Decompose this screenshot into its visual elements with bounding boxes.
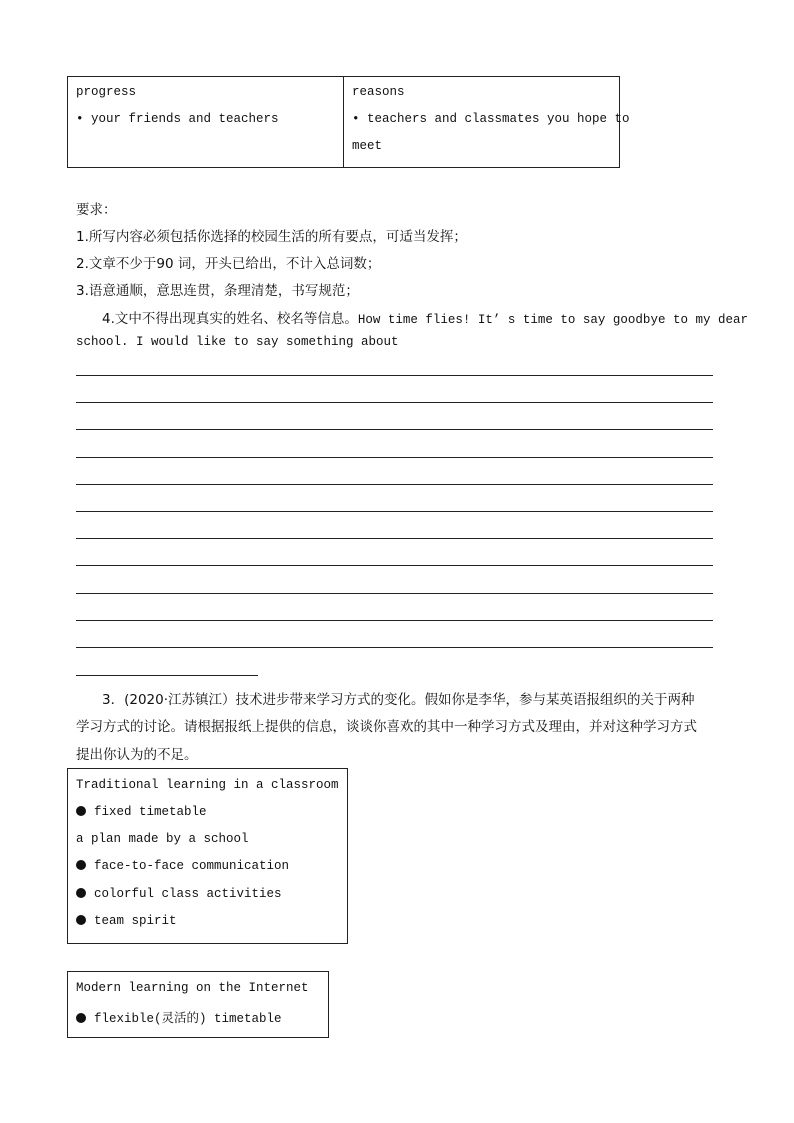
traditional-item-text: team spirit [94, 914, 177, 928]
traditional-plan-line: a plan made by a school [76, 832, 249, 846]
traditional-item [76, 805, 207, 819]
modern-learning-box [67, 971, 329, 1038]
left-cell-heading: progress [76, 85, 137, 99]
topics-table-right-cell [344, 77, 630, 167]
modern-item [76, 1008, 282, 1026]
right-cell-item-cont: meet [352, 139, 383, 153]
essay-opening-cont: school. I would like to say something about [76, 335, 399, 349]
requirements-heading: 要求： [76, 202, 117, 218]
writing-line[interactable] [76, 457, 713, 458]
writing-line[interactable] [76, 593, 713, 594]
requirement-2: 2.文章不少于90 词，开头已给出，不计入总词数； [76, 256, 381, 272]
writing-line[interactable] [76, 511, 713, 512]
traditional-item-text: colorful class activities [94, 887, 282, 901]
essay-opening: How time flies! It’ s time to say goodbye to my dear [357, 313, 748, 327]
bullet-icon [76, 915, 86, 925]
bullet-icon [76, 1013, 86, 1023]
writing-line[interactable] [76, 484, 713, 485]
writing-line[interactable] [76, 620, 713, 621]
requirement-3: 3.语意通顺，意思连贯，条理清楚，书写规范； [76, 283, 359, 299]
writing-line[interactable] [76, 375, 713, 376]
bullet-icon [76, 888, 86, 898]
traditional-item [76, 887, 282, 901]
requirement-1: 1.所写内容必须包括你选择的校园生活的所有要点，可适当发挥； [76, 229, 467, 245]
question-3-line-2: 学习方式的讨论。请根据报纸上提供的信息，谈谈你喜欢的其中一种学习方式及理由，并对这种学习方式 [76, 719, 697, 735]
writing-line[interactable] [76, 565, 713, 566]
requirement-4 [102, 307, 748, 327]
traditional-item [76, 914, 177, 928]
topics-table [67, 76, 630, 168]
left-cell-item: • your friends and teachers [76, 112, 279, 126]
right-cell-item: • teachers and classmates you hope to [352, 112, 630, 126]
writing-line[interactable] [76, 538, 713, 539]
bullet-icon [76, 806, 86, 816]
right-cell-heading: reasons [352, 85, 405, 99]
traditional-item [76, 859, 289, 873]
traditional-item-text: face-to-face communication [94, 859, 290, 873]
bullet-icon [76, 860, 86, 870]
traditional-item-text: fixed timetable [94, 805, 207, 819]
question-3-line-1: 3．(2020·江苏镇江）技术进步带来学习方式的变化。假如你是李华，参与某英语报组织的关于两种 [102, 692, 695, 708]
traditional-learning-box [67, 768, 348, 944]
writing-line-short[interactable] [76, 675, 258, 676]
requirement-4-cn: 4.文中不得出现真实的姓名、校名等信息。 [102, 311, 358, 327]
question-3-line-3: 提出你认为的不足。 [76, 747, 198, 763]
modern-box-title: Modern learning on the Internet [76, 981, 309, 995]
writing-line[interactable] [76, 402, 713, 403]
topics-table-left-cell [68, 77, 344, 167]
writing-line[interactable] [76, 429, 713, 430]
writing-line[interactable] [76, 647, 713, 648]
modern-item-text: flexible(灵活的) timetable [94, 1012, 282, 1026]
traditional-box-title: Traditional learning in a classroom [76, 778, 339, 792]
